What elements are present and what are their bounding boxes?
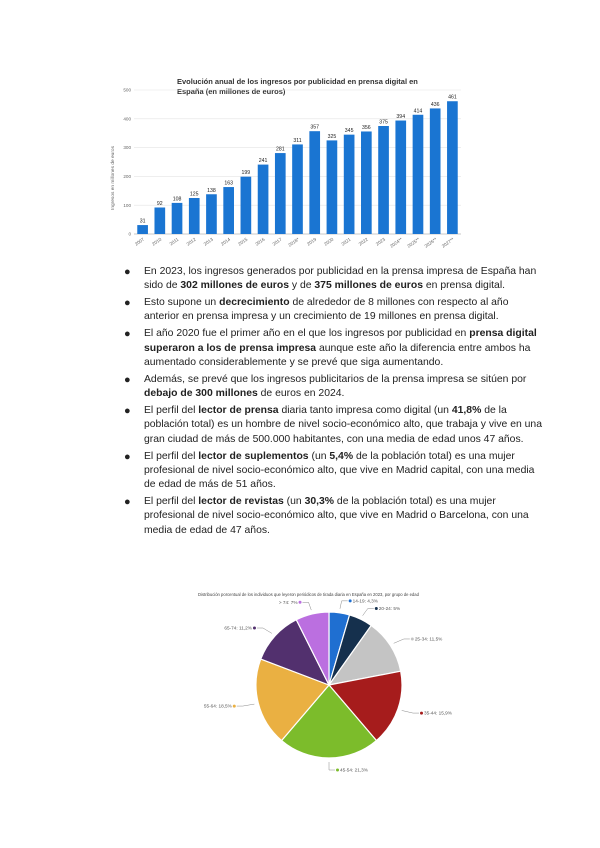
bullet-text: El perfil del (144, 405, 199, 417)
bullet-text: Esto supone un (144, 297, 220, 309)
bar-category-label: 2024** (389, 236, 404, 249)
pie-slice-label: 25-34: 11,5% (414, 636, 443, 642)
bar-value-label: 125 (189, 191, 199, 198)
pie-legend-dot (253, 627, 256, 630)
bar-category-label: 2017 (271, 236, 283, 247)
bar-value-label: 311 (293, 137, 302, 144)
bar-value-label: 163 (224, 180, 233, 187)
pie-leader-line (303, 602, 312, 610)
ad-revenue-bar-chart (111, 66, 475, 260)
pie-legend-dot (375, 607, 378, 610)
bar-category-label: 2023 (374, 236, 387, 247)
bar-value-label: 31 (139, 218, 146, 225)
bar-mark (292, 144, 303, 234)
pie-leader-line (363, 609, 374, 616)
bar-ytick-label: 500 (123, 87, 131, 93)
pie-legend-dot (420, 712, 423, 715)
bar-category-label: 2011 (168, 236, 180, 247)
bar-ytick-label: 400 (123, 116, 131, 122)
bullet-text: En 2023, los ingresos generados por publicidad en la prensa impresa de España han sido de (144, 266, 537, 292)
pie-legend-dot (233, 705, 236, 708)
bar-category-label: 2022 (357, 236, 369, 247)
bullet-dot: ● (124, 496, 131, 509)
bullet-text: de la población total) es una mujer profesional de nivel socio-económico alto, que vive en Madrid capital, con una media de edad de más de 51 años. (144, 450, 535, 491)
bullet-dot: ● (124, 266, 131, 278)
pie-leader-line (257, 628, 272, 633)
pie-slice-label: 55-64: 18,5% (203, 703, 232, 709)
bar-category-label: 2025** (406, 236, 421, 249)
bullet-dot: ● (124, 373, 131, 386)
bar-value-label: 281 (275, 146, 285, 153)
bar-category-label: 2014 (219, 236, 232, 247)
pie-slice-label: 65-74: 11,2% (224, 625, 252, 631)
bar-value-label: 138 (207, 187, 216, 194)
bar-category-label: 2010 (151, 236, 163, 247)
bullet-item (124, 495, 544, 538)
bar-mark (378, 126, 389, 234)
pie-chart-svg (196, 586, 452, 773)
bullet-text: en prensa digital. (422, 280, 506, 292)
bar-category-label: 2007 (133, 236, 146, 247)
bar-value-label: 436 (430, 101, 440, 108)
bullet-item (124, 265, 544, 294)
bar-chart-title-line1: Evolución anual de los ingresos por publicidad en prensa digital en (177, 77, 418, 86)
bar-mark (258, 165, 269, 234)
bullet-bold-text: lector de prensa (198, 405, 279, 417)
bullet-text: El año 2020 fue el primer año en el que los ingresos por publicidad en (144, 328, 470, 340)
bar-mark (309, 131, 320, 234)
pie-leader-line (340, 601, 348, 609)
bar-value-label: 108 (172, 196, 182, 203)
bar-ytick-label: 0 (128, 231, 131, 237)
bar-mark (275, 153, 286, 234)
bullet-bold-text: lector de revistas (198, 496, 284, 508)
bar-value-label: 199 (241, 170, 251, 177)
bullet-text: aunque este año la diferencia entre ambos ha aumentado considerablemente y se prevé que siga aumentando. (144, 342, 531, 368)
bar-chart-svg (111, 66, 475, 260)
bar-category-label: 2020 (323, 236, 335, 247)
pie-legend-dot (349, 599, 352, 602)
bar-chart-title-line2: España (en millones de euros) (177, 87, 286, 96)
bar-chart-ylabel: Ingresos en millones de euros (111, 146, 116, 210)
bar-mark (327, 140, 338, 234)
pie-slice-label: 14-19: 4,3% (352, 598, 378, 604)
pie-chart-title: Distribución porcentual de los individuos que leyeron periódicos de tirada diaria en España en 2023, por grupo de edad (198, 592, 419, 597)
pie-leader-line (402, 710, 419, 713)
bar-value-label: 241 (258, 158, 268, 165)
bullet-text: (un (283, 496, 305, 508)
bullet-item (124, 296, 544, 325)
bar-value-label: 394 (396, 114, 406, 121)
bar-category-label: 2013 (202, 236, 215, 247)
bar-value-label: 345 (344, 128, 354, 135)
bullet-text: El perfil del (144, 496, 199, 508)
pie-leader-line (237, 704, 255, 706)
bar-category-label: 2027** (440, 236, 455, 249)
pie-slice-label: > 74: 7% (278, 599, 298, 605)
bullet-text: de la población total) es una mujer profesional de nivel socio-económico alto, que vive en Madrid o Barcelona, con una media de edad de 47 años. (144, 496, 529, 536)
bullet-bold-text: 302 millones de euros (180, 280, 289, 292)
bar-mark (344, 135, 355, 234)
bar-mark (447, 101, 458, 234)
pie-legend-dot (336, 769, 339, 772)
bullet-bold-text: 375 millones de euros (314, 280, 423, 292)
bar-mark (430, 108, 441, 234)
pie-slice-label: 20-24: 5% (378, 606, 401, 612)
bar-category-label: 2016 (254, 236, 266, 247)
bullet-text: de alrededor de 8 millones con respecto al año anterior en prensa impresa y un crecimiento de 19 millones en prensa digital. (144, 297, 509, 323)
pie-slice-label: 35-44: 15,9% (424, 710, 452, 716)
reader-age-pie-chart (196, 586, 452, 773)
bullet-bold-text: 5,4% (329, 450, 354, 462)
bar-category-label: 2015 (237, 236, 249, 247)
bar-mark (395, 121, 406, 234)
bar-value-label: 92 (156, 201, 163, 208)
bullet-item (124, 404, 544, 447)
bar-category-label: 2012 (185, 236, 197, 247)
bar-ytick-label: 100 (123, 202, 131, 208)
bullet-bold-text: decrecimiento (219, 297, 290, 309)
bullet-dot: ● (124, 297, 131, 310)
bar-value-label: 461 (448, 94, 457, 101)
bullet-dot: ● (124, 450, 131, 463)
bar-mark (172, 203, 183, 234)
bar-value-label: 375 (379, 119, 388, 126)
bullet-item (124, 327, 544, 370)
pie-legend-dot (411, 637, 414, 640)
bar-value-label: 357 (310, 124, 320, 131)
bar-value-label: 414 (413, 108, 423, 115)
bullet-text: y de (288, 280, 315, 292)
pie-leader-line (329, 762, 335, 770)
bullet-bold-text: debajo de 300 millones (144, 388, 258, 400)
bar-category-label: 2026** (423, 236, 438, 249)
bar-category-label: 2018* (287, 236, 301, 248)
bar-mark (413, 115, 424, 234)
bullet-bold-text: prensa digital superaron a los de prensa impresa (144, 328, 537, 354)
bar-category-label: 2019 (306, 236, 318, 247)
bar-mark (206, 194, 217, 234)
bar-mark (241, 177, 252, 234)
bar-mark (137, 225, 148, 234)
bar-ytick-label: 300 (123, 145, 131, 151)
bullet-dot: ● (124, 405, 131, 418)
bullet-item (124, 373, 544, 402)
bar-mark (361, 131, 372, 234)
bar-category-label: 2021 (340, 236, 352, 247)
bullet-text: diaria tanto impresa como digital (un (278, 405, 452, 417)
bar-mark (223, 187, 234, 234)
pie-slice-label: 45-54: 21,3% (340, 767, 368, 773)
bullet-bold-text: 41,8% (451, 405, 482, 417)
bullet-dot: ● (124, 328, 131, 341)
bullet-text: Además, se prevé que los ingresos publicitarios de la prensa impresa se sitúen por (144, 373, 527, 385)
bar-mark (189, 198, 200, 234)
bullet-bold-text: 30,3% (304, 496, 335, 508)
bar-value-label: 325 (327, 133, 337, 140)
bullet-text: El perfil del (144, 450, 199, 462)
bar-ytick-label: 200 (123, 174, 131, 179)
bullet-text: de euros en 2024. (257, 388, 345, 400)
pie-leader-line (394, 639, 410, 643)
pie-legend-dot (299, 601, 302, 604)
bullet-text: (un (308, 450, 330, 462)
bar-mark (154, 208, 165, 234)
bar-value-label: 356 (362, 124, 371, 131)
bullet-item (124, 450, 544, 493)
bullet-text: de la población total) es un hombre de nivel socio-económico alto, que trabaja y vive en una gran ciudad de más de 500.000 habitantes, con una media de edad unos 47 años. (144, 405, 542, 445)
bullet-bold-text: lector de suplementos (198, 450, 309, 462)
summary-bullet-list (124, 265, 544, 541)
